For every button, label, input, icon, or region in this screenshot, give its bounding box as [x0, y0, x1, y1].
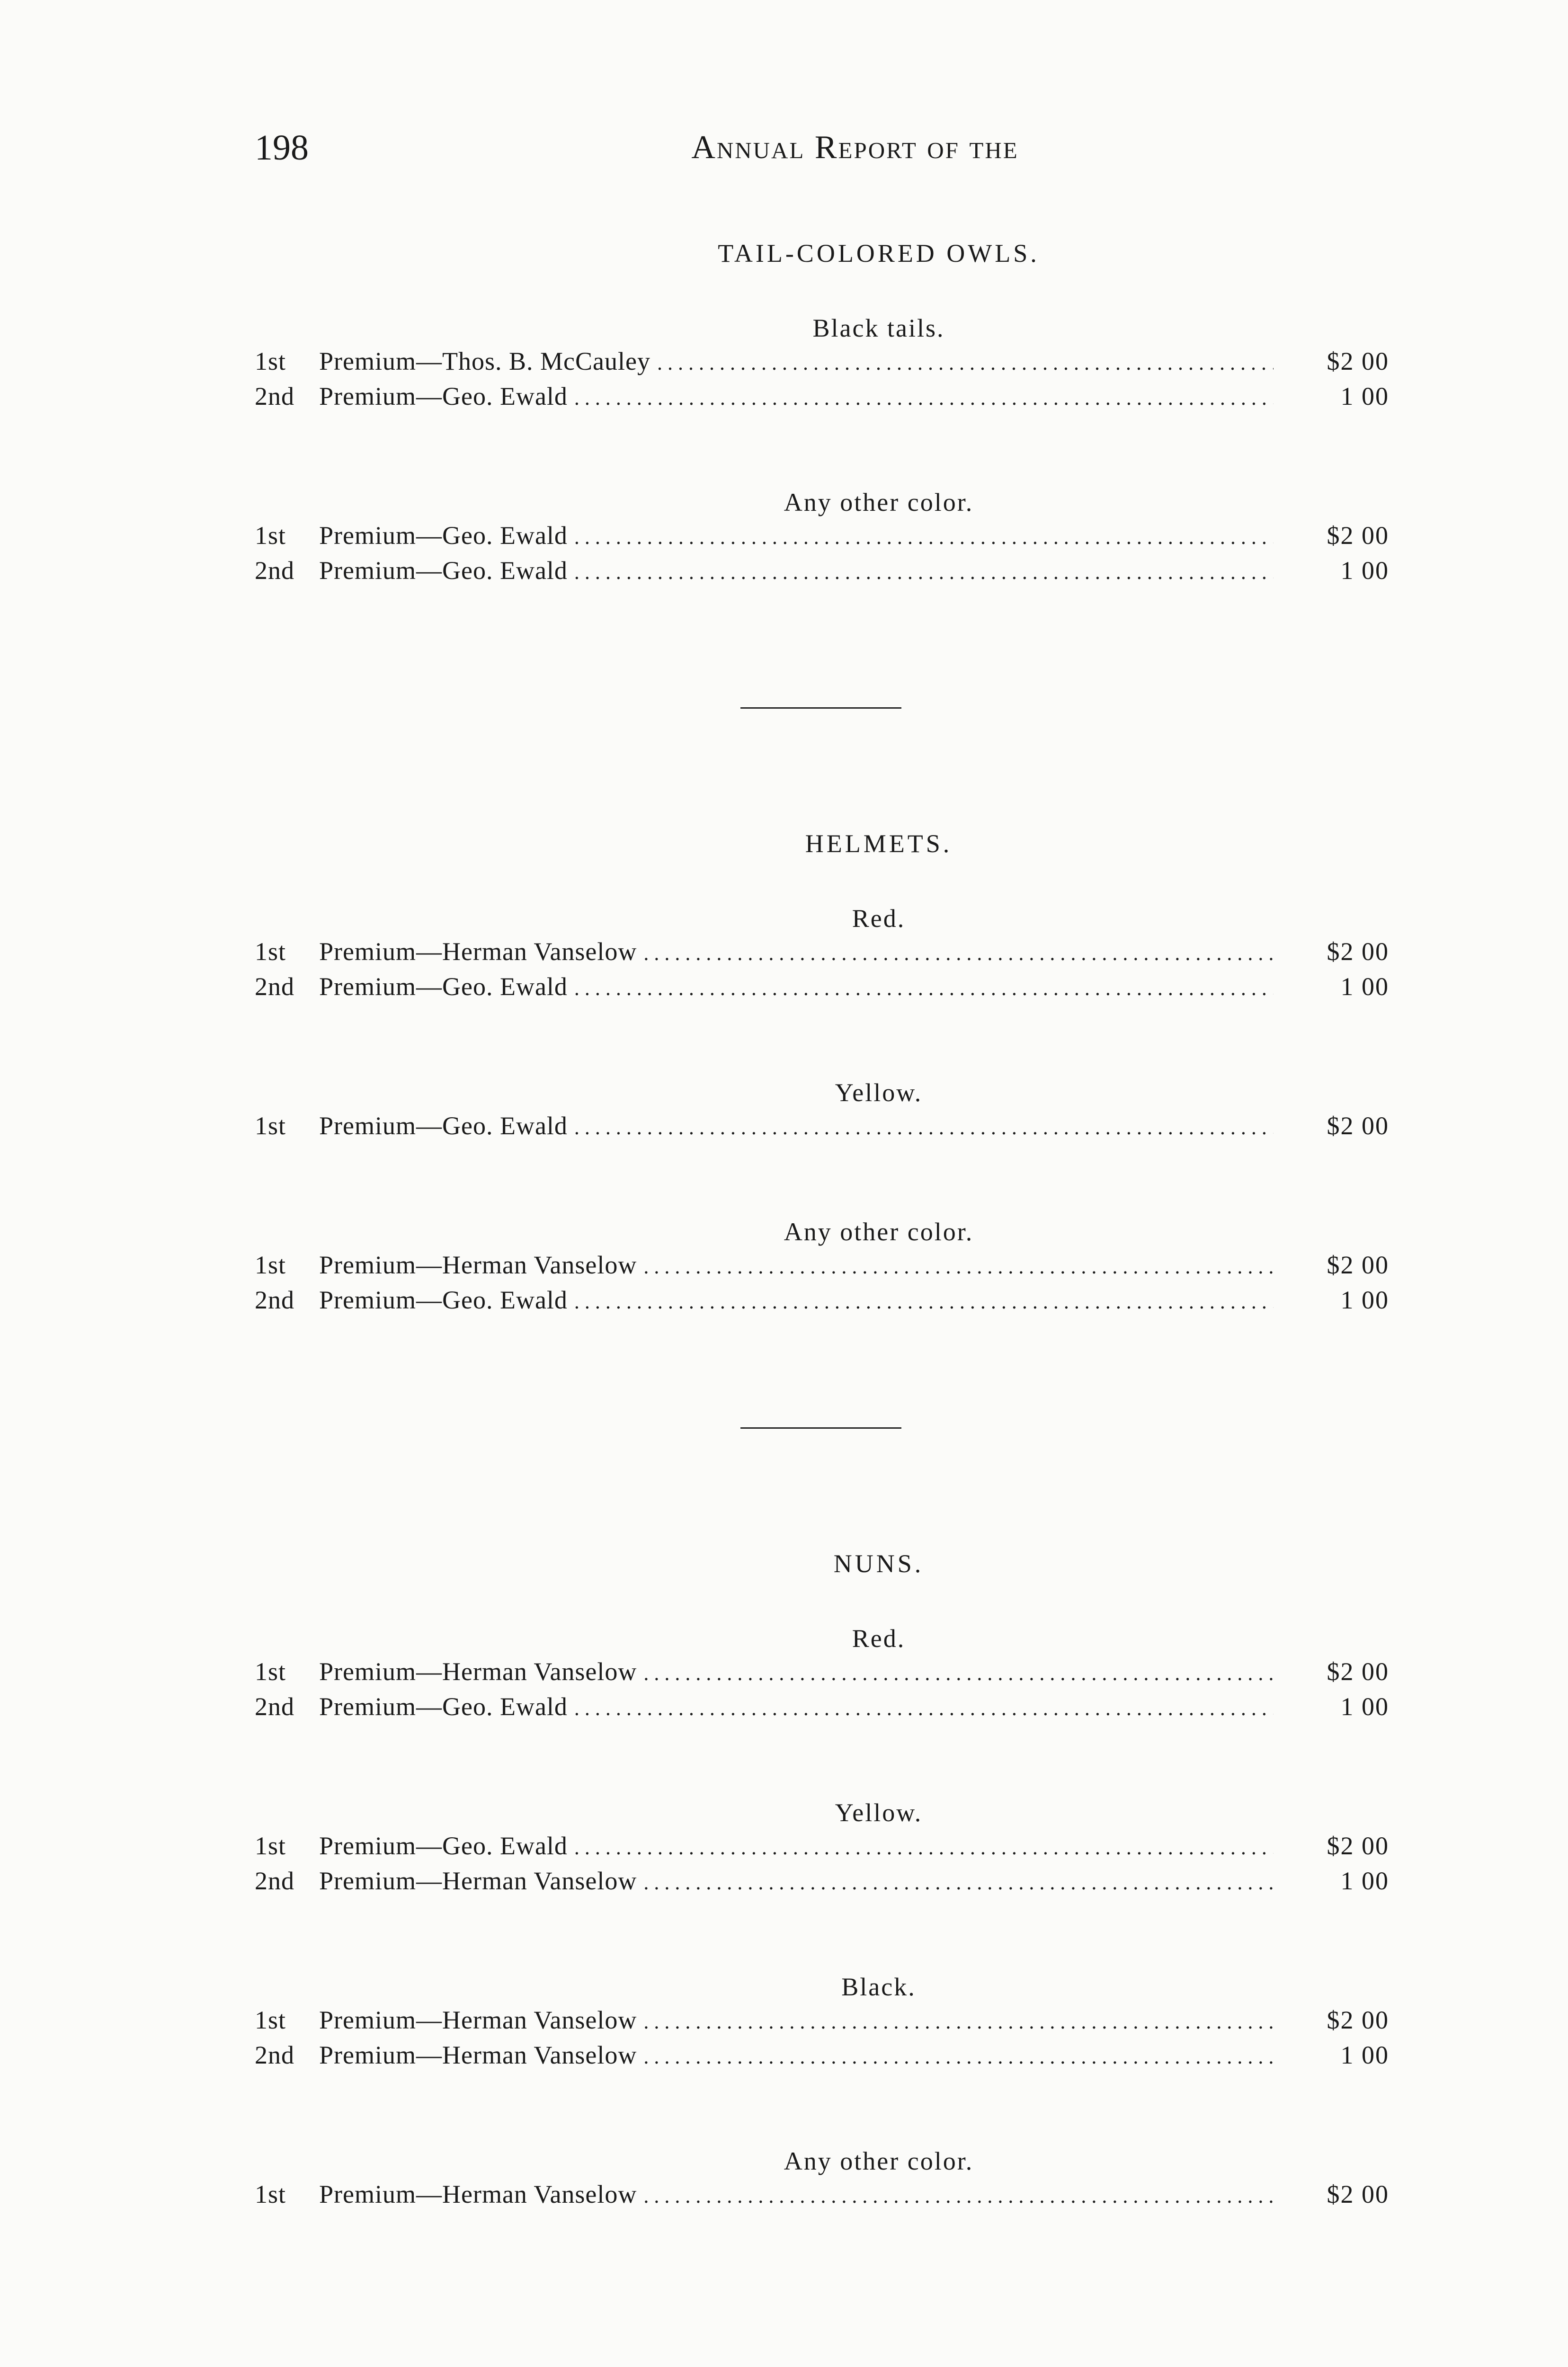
entry-winner: Premium—Herman Vanselow [319, 937, 637, 966]
category-heading: Yellow. [835, 1078, 923, 1107]
dot-leader [643, 2005, 1274, 2038]
entry-place: 1st [255, 2006, 286, 2034]
entry-place: 2nd [255, 972, 294, 1001]
entry-winner: Premium—Herman Vanselow [319, 2180, 637, 2208]
dot-leader [574, 521, 1274, 554]
entry-amount: $2 00 [1327, 347, 1389, 375]
entry-place: 2nd [255, 2041, 294, 2069]
entry-place: 1st [255, 1832, 286, 1860]
premium-entry [255, 519, 1389, 554]
entry-amount: $2 00 [1327, 1657, 1389, 1686]
running-head: Annual Report of the [691, 129, 1019, 166]
entry-amount: 1 00 [1340, 556, 1389, 585]
entry-winner: Premium—Geo. Ewald [319, 1286, 568, 1314]
premium-entry [255, 935, 1389, 970]
entry-amount: $2 00 [1327, 521, 1389, 550]
entry-winner: Premium—Herman Vanselow [319, 1867, 637, 1895]
premium-entry [255, 1655, 1389, 1690]
entry-place: 2nd [255, 556, 294, 585]
entry-winner: Premium—Herman Vanselow [319, 2041, 637, 2069]
premium-entry [255, 345, 1389, 380]
entry-amount: $2 00 [1327, 2180, 1389, 2208]
entry-winner: Premium—Geo. Ewald [319, 972, 568, 1001]
premium-entry [255, 554, 1389, 589]
entry-winner: Premium—Geo. Ewald [319, 1112, 568, 1140]
category-heading: Any other color. [784, 2147, 974, 2175]
dot-leader [574, 1111, 1274, 1144]
category-heading: Any other color. [784, 488, 974, 516]
section-title: NUNS. [833, 1549, 924, 1578]
entry-amount: 1 00 [1340, 1867, 1389, 1895]
entry-place: 2nd [255, 1692, 294, 1721]
dot-leader [574, 556, 1274, 589]
entry-place: 1st [255, 521, 286, 550]
category-heading: Any other color. [784, 1218, 974, 1246]
entry-winner: Premium—Geo. Ewald [319, 1832, 568, 1860]
entry-winner: Premium—Geo. Ewald [319, 382, 568, 410]
premium-entry [255, 2003, 1389, 2038]
dot-leader [643, 1250, 1274, 1283]
entry-winner: Premium—Thos. B. McCauley [319, 347, 650, 375]
entry-amount: 1 00 [1340, 382, 1389, 410]
premium-entry [255, 1829, 1389, 1864]
section-title: TAIL-COLORED OWLS. [718, 239, 1040, 267]
entry-amount: 1 00 [1340, 1286, 1389, 1314]
dot-leader [643, 937, 1274, 970]
entry-amount: 1 00 [1340, 972, 1389, 1001]
entry-winner: Premium—Geo. Ewald [319, 556, 568, 585]
section-owls [255, 237, 1389, 589]
category-heading: Black. [841, 1973, 916, 2001]
premium-entry [255, 1109, 1389, 1144]
premium-entry [255, 1283, 1389, 1318]
entry-amount: $2 00 [1327, 1832, 1389, 1860]
entry-winner: Premium—Herman Vanselow [319, 2006, 637, 2034]
dot-leader [574, 1692, 1274, 1725]
dot-leader [574, 972, 1274, 1005]
entry-place: 1st [255, 1251, 286, 1279]
entry-amount: $2 00 [1327, 1251, 1389, 1279]
dot-leader [643, 2180, 1274, 2213]
entry-winner: Premium—Herman Vanselow [319, 1657, 637, 1686]
premium-entry [255, 1248, 1389, 1283]
entry-winner: Premium—Geo. Ewald [319, 1692, 568, 1721]
premium-entry [255, 2178, 1389, 2213]
dot-leader [643, 2040, 1274, 2073]
section-title: HELMETS. [805, 829, 953, 858]
category-heading: Yellow. [835, 1798, 923, 1827]
dot-leader [657, 347, 1274, 380]
entry-winner: Premium—Herman Vanselow [319, 1251, 637, 1279]
entry-amount: $2 00 [1327, 1112, 1389, 1140]
category-heading: Black tails. [812, 314, 945, 342]
entry-winner: Premium—Geo. Ewald [319, 521, 568, 550]
entry-place: 1st [255, 1657, 286, 1686]
entry-amount: $2 00 [1327, 2006, 1389, 2034]
category-heading: Red. [852, 1624, 906, 1653]
premium-entry [255, 970, 1389, 1005]
premium-entry [255, 2038, 1389, 2073]
category-heading: Red. [852, 904, 906, 933]
page-number: 198 [255, 128, 309, 168]
dot-leader [643, 1657, 1274, 1690]
dot-leader [574, 1831, 1274, 1864]
entry-amount: $2 00 [1327, 937, 1389, 966]
section-nuns [255, 1547, 1389, 2213]
premium-entry [255, 380, 1389, 415]
dot-leader [574, 382, 1274, 415]
entry-place: 1st [255, 347, 286, 375]
entry-place: 1st [255, 1112, 286, 1140]
entry-amount: 1 00 [1340, 2041, 1389, 2069]
entry-place: 1st [255, 2180, 286, 2208]
entry-place: 2nd [255, 382, 294, 410]
dot-leader [643, 1866, 1274, 1899]
premium-entry [255, 1690, 1389, 1725]
premium-entry [255, 1864, 1389, 1899]
entry-place: 2nd [255, 1286, 294, 1314]
entry-place: 2nd [255, 1867, 294, 1895]
section-helmets [255, 827, 1389, 1318]
page-header [255, 124, 1389, 176]
dot-leader [574, 1285, 1274, 1318]
entry-place: 1st [255, 937, 286, 966]
page-body [255, 237, 1389, 2213]
entry-amount: 1 00 [1340, 1692, 1389, 1721]
